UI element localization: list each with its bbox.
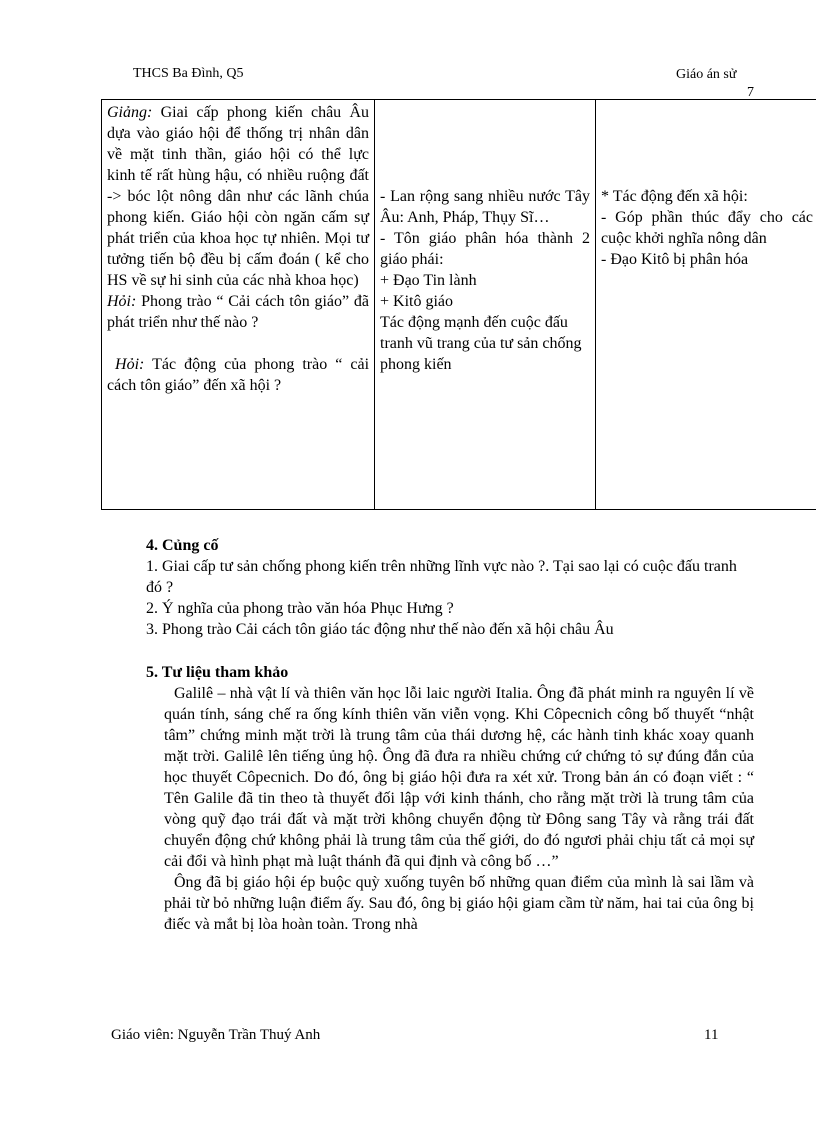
hoi2-text: Tác động của phong trào “ cải cách tôn giáo” đến xã hội ? (107, 356, 370, 394)
content-line: Tác động mạnh đến cuộc đấu tranh vũ trang của tư sản chống phong kiến (380, 314, 582, 373)
content-line: + Đạo Tin lành (380, 272, 477, 289)
footer-teacher: Giáo viên: Nguyễn Trần Thuý Anh (111, 1027, 321, 1043)
review-question: 1. Giai cấp tư sản chống phong kiến trên những lĩnh vực nào ?. Tại sao lại có cuộc đấu tranh đó ? (146, 558, 737, 596)
giang-label: Giảng: (107, 104, 153, 121)
note-line: - Góp phần thúc đẩy cho các cuộc khởi nghĩa nông dân (601, 209, 813, 247)
content-line: + Kitô giáo (380, 293, 454, 310)
note-line: * Tác động đến xã hội: (601, 188, 748, 205)
hoi2-block (107, 354, 369, 396)
header-subject (676, 66, 754, 102)
table-row (102, 100, 816, 510)
teacher-activity-cell (102, 100, 375, 510)
review-question: 3. Phong trào Cải cách tôn giáo tác động như thế nào đến xã hội châu Âu (146, 621, 614, 638)
header-school: THCS Ba Đình, Q5 (133, 66, 244, 81)
content-line: - Tôn giáo phân hóa thành 2 giáo phái: (380, 230, 590, 268)
header-subject-line1: Giáo án sử (676, 67, 737, 82)
header-subject-line2: 7 (747, 85, 754, 100)
content-line: - Lan rộng sang nhiều nước Tây Âu: Anh, Pháp, Thụy Sĩ… (380, 188, 590, 226)
note-cell (596, 100, 816, 510)
note-line: - Đạo Kitô bị phân hóa (601, 251, 749, 268)
section-reference-title (146, 662, 756, 683)
giang-text: Giai cấp phong kiến châu Âu dựa vào giáo hội để thống trị nhân dân về mặt tinh thần, giáo hội có thể lực kinh tế rất hùng hậu, có nhiều ruộng đất -> bóc lột nông dân như các lãnh chúa phong kiến. Giáo hội còn ngăn cấm sự phát triển của khoa học tự nhiên. Mọi tư tưởng tiến bộ đều bị cấm đoán ( kể cho HS về sự hi sinh của các nhà khoa học) (107, 104, 369, 289)
review-question: 2. Ý nghĩa của phong trào văn hóa Phục Hưng ? (146, 600, 454, 617)
reference-paragraph: Galilê – nhà vật lí và thiên văn học lỗi laic người Italia. Ông đã phát minh ra nguyên lí về quán tính, sáng chế ra ống kính thiên văn viễn vọng. Khi Côpecnich công bố thuyết “nhật tâm” chứng minh mặt trời là trung tâm của thái dương hệ, các hành tinh khác xoay quanh mặt trời. Galilê lên tiếng ủng hộ. Ông đã đưa ra nhiều chứng cứ chứng tỏ sự đúng đắn của học thuyết Côpecnich. Do đó, ông bị giáo hội đưa ra xét xử. Trong bản án có đoạn viết : “ Tên Galile đã tin theo tà thuyết đối lập với kinh thánh, cho rằng mặt trời là trung tâm của vòng quỹ đạo trái đất và mặt trời không chuyển động từ Đông sang Tây và rằng trái đất chuyển động chứ không phải là trung tâm của thế giới, do đó ngươi phải chịu tất cả mọi sự cải đổi và hình phạt mà luật thánh đã qui định và công bố …” (164, 685, 754, 870)
hoi1-text: Phong trào “ Cải cách tôn giáo” đã phát triển như thế nào ? (107, 293, 369, 331)
reference-body (164, 683, 754, 935)
footer-page-number: 11 (704, 1027, 719, 1043)
hoi2-label: Hỏi: (115, 356, 145, 373)
giang-block (107, 102, 369, 291)
hoi1-block (107, 291, 369, 333)
reference-paragraph: Ông đã bị giáo hội ép buộc quỳ xuống tuyên bố những quan điểm của mình là sai lầm và phải từ bỏ những luận điểm ấy. Sau đó, ông bị giáo hội giam cầm từ năm, hai tai của ông bị điếc và mắt bị lòa hoàn toàn. Trong nhà (164, 874, 754, 933)
section-review-title: 4. Củng cố (146, 537, 219, 554)
lesson-table (101, 99, 816, 510)
hoi1-label: Hỏi: (107, 293, 137, 310)
reference-title: 5. Tư liệu tham khảo (146, 664, 289, 681)
section-review (146, 535, 756, 640)
content-cell (375, 100, 596, 510)
